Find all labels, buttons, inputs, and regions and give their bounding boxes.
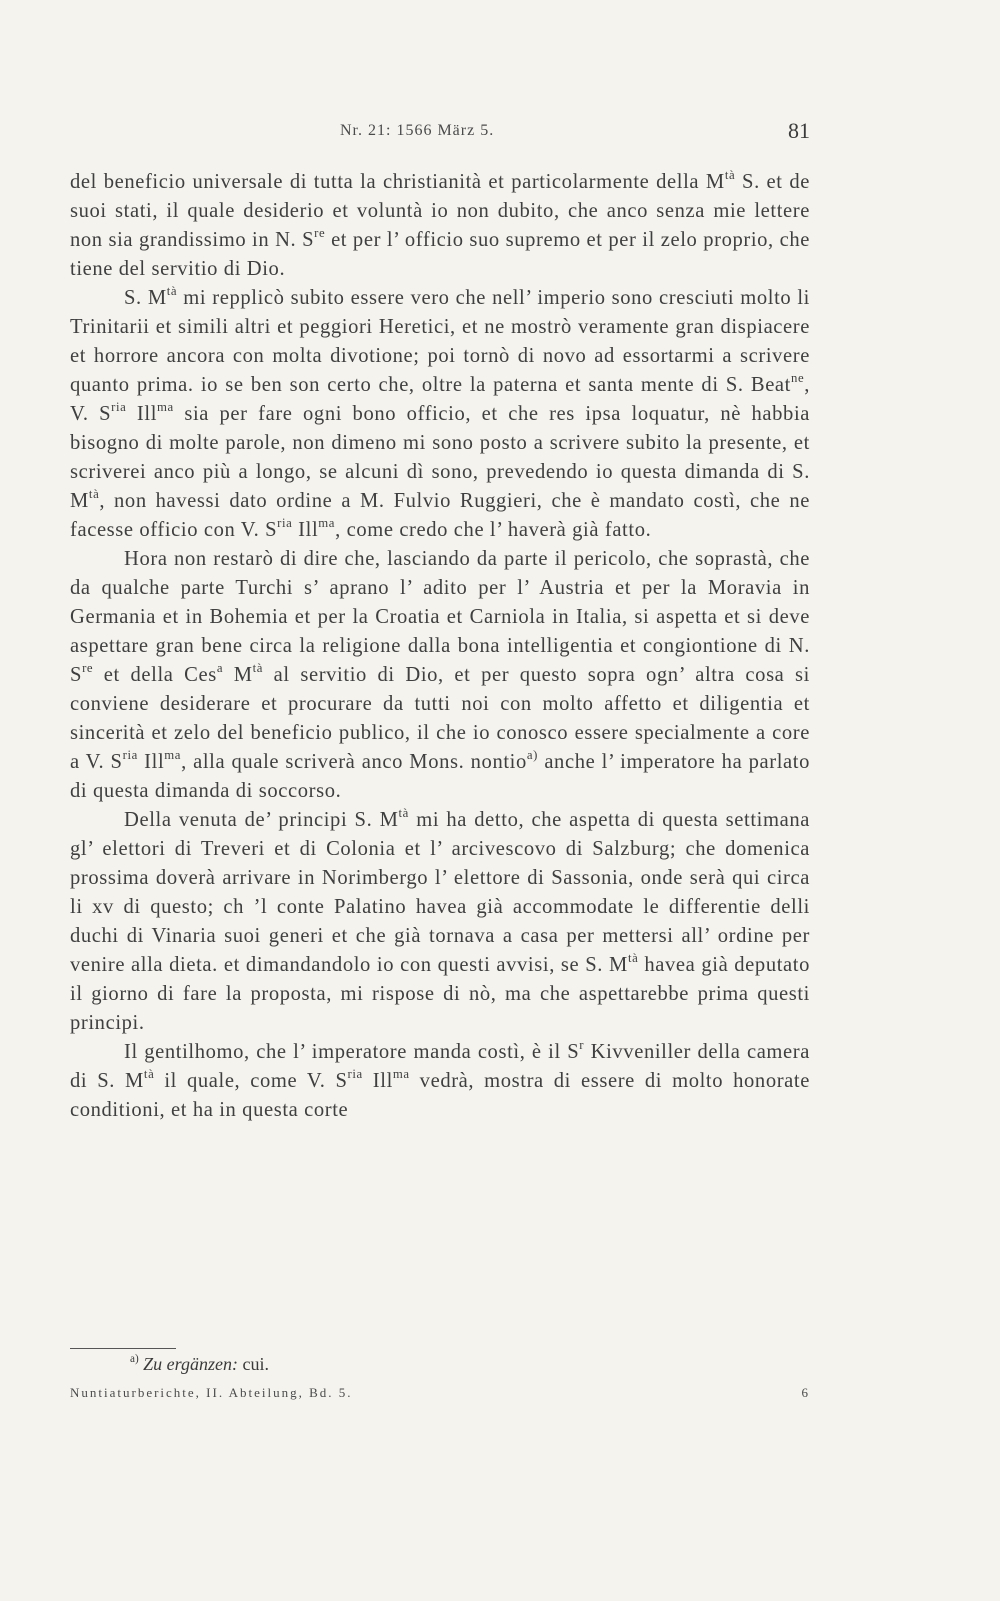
text-run: Della venuta de’ principi S. M	[124, 809, 399, 831]
text-run: havea già deputato il giorno di fare la proposta, mi rispose di nò, ma che aspettarebbe prima questi principi.	[70, 954, 810, 1034]
superscript: ma	[164, 748, 182, 763]
superscript: ria	[347, 1067, 363, 1082]
text-run: mi ha detto, che aspetta di questa settimana gl’ elettori di Treveri et di Colonia et l’ arcivescovo di Salzburg; che domenica prossima doverà arrivare in Norimbergo l’ elettore di Sassonia, onde serà qui circa li xv di questo; ch ’l conte Palatino havea già accommodate le differentie delli duchi di Vinaria suoi generi et che già tornava a casa per mettersi all’ ordine per venire alla dieta. et dimandandolo io con questi avvisi, se S. M	[70, 809, 810, 976]
superscript: ria	[122, 748, 138, 763]
text-run: il quale, come V. S	[154, 1070, 348, 1092]
text-run: et della Ces	[93, 664, 217, 686]
superscript: r	[579, 1038, 585, 1053]
superscript: ria	[111, 400, 127, 415]
text-run: Ill	[362, 1070, 393, 1092]
text-run: mi repplicò subito essere vero che nell’ imperio sono cresciuti molto li Trinitarii et simili altri et peggiori Heretici, et ne mostrò veramente gran dispiacere et horrore ancora con molta divotione; poi tornò di novo ad essortarmi a scrivere quanto prima. io se ben son certo che, oltre la paterna et santa mente di S. Beat	[70, 287, 810, 396]
body-text	[70, 168, 810, 1125]
text-run: Ill	[292, 519, 319, 541]
footnote-divider	[70, 1348, 176, 1349]
superscript: tà	[143, 1067, 155, 1082]
paragraph	[70, 545, 810, 806]
footnote-marker: a)	[130, 1353, 139, 1366]
superscript: ria	[277, 516, 293, 531]
signature-mark: 6	[801, 1385, 810, 1400]
text-run: , come credo che l’ haverà già fatto.	[335, 519, 652, 541]
text-run: Hora non restarò di dire che, lasciando da parte il pericolo, che soprastà, che da qualche parte Turchi s’ aprano l’ adito per l’ Austria et per la Moravia in Germania et in Bohemia et per la Croatia et Carniola in Italia, si aspetta et si deve aspettare gran bene circa la religione dalla bona intelligentia et congiontione di N. S	[70, 548, 810, 686]
text-run: , non havessi dato ordine a M. Fulvio Ruggieri, che è mandato costì, che ne facesse officio con V. S	[70, 490, 810, 541]
paragraph	[70, 1038, 810, 1125]
text-run: anche l’ imperatore ha parlato di questa dimanda di soccorso.	[70, 751, 810, 802]
text-run: vedrà, mostra di essere di molto honorate conditioni, et ha in questa corte	[70, 1070, 810, 1121]
text-run: Ill	[137, 751, 165, 773]
footnote-text: cui.	[238, 1354, 269, 1374]
superscript: tà	[724, 168, 736, 183]
text-run: , V. S	[70, 374, 810, 425]
superscript: tà	[88, 487, 100, 502]
paragraph	[70, 284, 810, 545]
footnote-italic-text: Zu ergänzen:	[143, 1354, 238, 1374]
text-run: Il gentilhomo, che l’ imperatore manda costì, è il S	[124, 1041, 580, 1063]
text-run: S. et de suoi stati, il quale desiderio et voluntà io non dubito, che anco senza mie lettere non sia grandissimo in N. S	[70, 171, 811, 251]
text-run: sia per fare ogni bono officio, et che res ipsa loquatur, nè habbia bisogno di molte parole, non dimeno mi sono posto a scrivere subito la presente, et scriverei anco più a longo, se alcuni dì sono, prevedendo io questa dimanda di S. M	[70, 403, 811, 512]
superscript: re	[82, 661, 94, 676]
footnote	[130, 1354, 269, 1375]
page-header	[70, 118, 810, 148]
superscript: tà	[627, 951, 639, 966]
text-run: S. M	[124, 287, 167, 309]
text-run: Kivveniller della camera di S. M	[70, 1041, 810, 1092]
superscript: ma	[157, 400, 174, 415]
signature-text: Nuntiaturberichte, II. Abteilung, Bd. 5.	[70, 1385, 353, 1400]
text-run: Ill	[126, 403, 158, 425]
running-head: Nr. 21: 1566 März 5.	[340, 122, 495, 139]
text-run: , alla quale scriverà anco Mons. nontio	[181, 751, 527, 773]
text-run: del beneficio universale di tutta la christianità et particolarmente della M	[70, 171, 725, 193]
superscript: a)	[526, 748, 539, 763]
superscript: tà	[398, 806, 409, 821]
superscript: a	[216, 661, 224, 676]
superscript: re	[314, 226, 326, 241]
page-number: 81	[788, 118, 810, 143]
superscript: tà	[252, 661, 264, 676]
paragraph	[70, 168, 810, 284]
text-run: al servitio di Dio, et per questo sopra ogn’ altra cosa si conviene desiderare et procurare da tutti noi con molto affetto et diligentia et sincerità et zelo del beneficio publico, il che io conosco essere specialmente a core a V. S	[70, 664, 810, 773]
text-run: M	[223, 664, 253, 686]
paragraph	[70, 806, 810, 1038]
text-run: et per l’ officio suo supremo et per il zelo proprio, che tiene del servitio di Dio.	[70, 229, 810, 280]
superscript: ma	[392, 1067, 410, 1082]
superscript: ma	[318, 516, 336, 531]
superscript: tà	[166, 284, 178, 299]
superscript: ne	[791, 371, 805, 386]
signature-line	[70, 1385, 810, 1405]
